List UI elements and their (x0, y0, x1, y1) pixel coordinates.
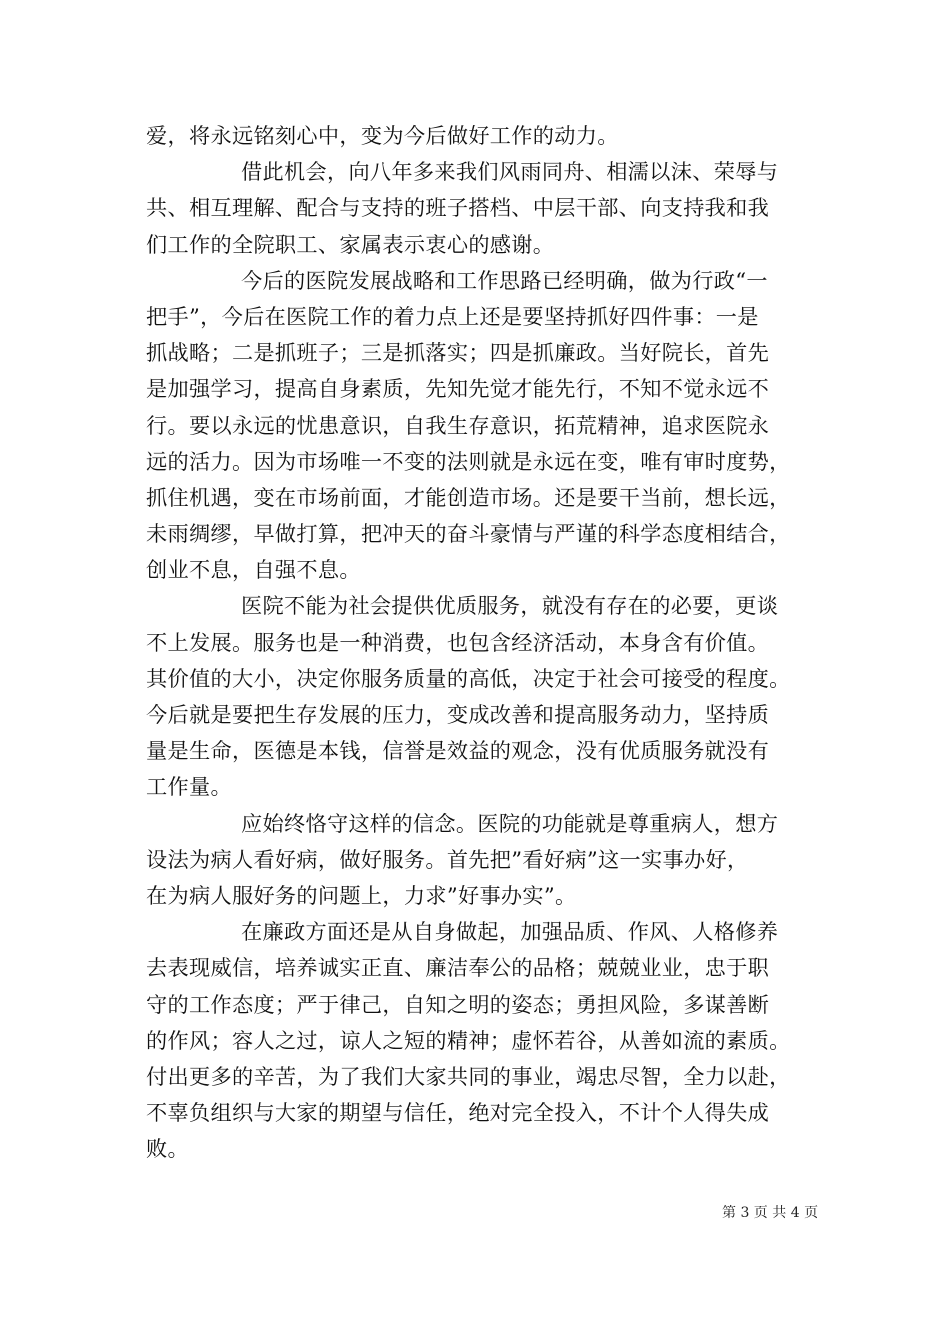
paragraph (146, 806, 836, 915)
text-line: 量是生命，医德是本钱，信誉是效益的观念，没有优质服务就没有 (146, 738, 770, 764)
paragraph (146, 118, 836, 154)
text-line: 不辜负组织与大家的期望与信任，绝对完全投入，不计个人得失成 (146, 1100, 770, 1126)
paragraph (146, 263, 836, 589)
text-line: 的作风；容人之过，谅人之短的精神；虚怀若谷，从善如流的素质。 (146, 1027, 791, 1053)
text-line: 应始终恪守这样的信念。医院的功能就是尊重病人，想方 (241, 810, 779, 836)
paragraph (146, 588, 836, 805)
body-text (146, 118, 836, 1167)
text-line: 是加强学习，提高自身素质，先知先觉才能先行，不知不觉永远不 (146, 376, 770, 402)
text-line: 在廉政方面还是从自身做起，加强品质、作风、人格修养 (241, 919, 779, 945)
paragraph (146, 154, 836, 263)
page-number: 第 3 页 共 4 页 (722, 1205, 819, 1221)
text-line: 败。 (146, 1136, 189, 1162)
text-line: 远的活力。因为市场唯一不变的法则就是永远在变，唯有审时度势， (146, 448, 791, 474)
text-line: 去表现威信，培养诚实正直、廉洁奉公的品格；兢兢业业，忠于职 (146, 955, 770, 981)
text-line: 医院不能为社会提供优质服务，就没有存在的必要，更谈 (241, 593, 779, 619)
text-line: 把手”，今后在医院工作的着力点上还是要坚持抓好四件事：一是 (146, 303, 759, 329)
text-line: 们工作的全院职工、家属表示衷心的感谢。 (146, 231, 555, 257)
text-line: 抓住机遇，变在市场前面，才能创造市场。还是要干当前，想长远， (146, 484, 791, 510)
text-line: 抓战略；二是抓班子；三是抓落实；四是抓廉政。当好院长，首先 (146, 340, 770, 366)
text-line: 设法为病人看好病，做好服务。首先把”看好病”这一实事办好， (146, 846, 749, 872)
text-line: 未雨绸缪，早做打算，把冲天的奋斗豪情与严谨的科学态度相结合， (146, 521, 791, 547)
text-line: 创业不息，自强不息。 (146, 557, 361, 583)
text-line: 工作量。 (146, 774, 232, 800)
text-line: 今后的医院发展战略和工作思路已经明确，做为行政“一 (241, 267, 768, 293)
text-line: 守的工作态度；严于律己，自知之明的姿态；勇担风险，多谋善断 (146, 991, 770, 1017)
text-line: 付出更多的辛苦，为了我们大家共同的事业，竭忠尽智，全力以赴， (146, 1063, 791, 1089)
text-line: 不上发展。服务也是一种消费，也包含经济活动，本身含有价值。 (146, 629, 770, 655)
text-line: 爱，将永远铭刻心中，变为今后做好工作的动力。 (146, 123, 619, 148)
paragraph (146, 914, 836, 1167)
text-line: 行。要以永远的忧患意识，自我生存意识，拓荒精神，追求医院永 (146, 412, 770, 438)
text-line: 今后就是要把生存发展的压力，变成改善和提高服务动力，坚持质 (146, 702, 770, 727)
text-line: 其价值的大小，决定你服务质量的高低，决定于社会可接受的程度。 (146, 665, 791, 691)
text-line: 共、相互理解、配合与支持的班子搭档、中层干部、向支持我和我 (146, 195, 770, 221)
text-line: 在为病人服好务的问题上，力求”好事办实”。 (146, 882, 577, 908)
text-line: 借此机会，向八年多来我们风雨同舟、相濡以沫、荣辱与 (241, 159, 779, 185)
